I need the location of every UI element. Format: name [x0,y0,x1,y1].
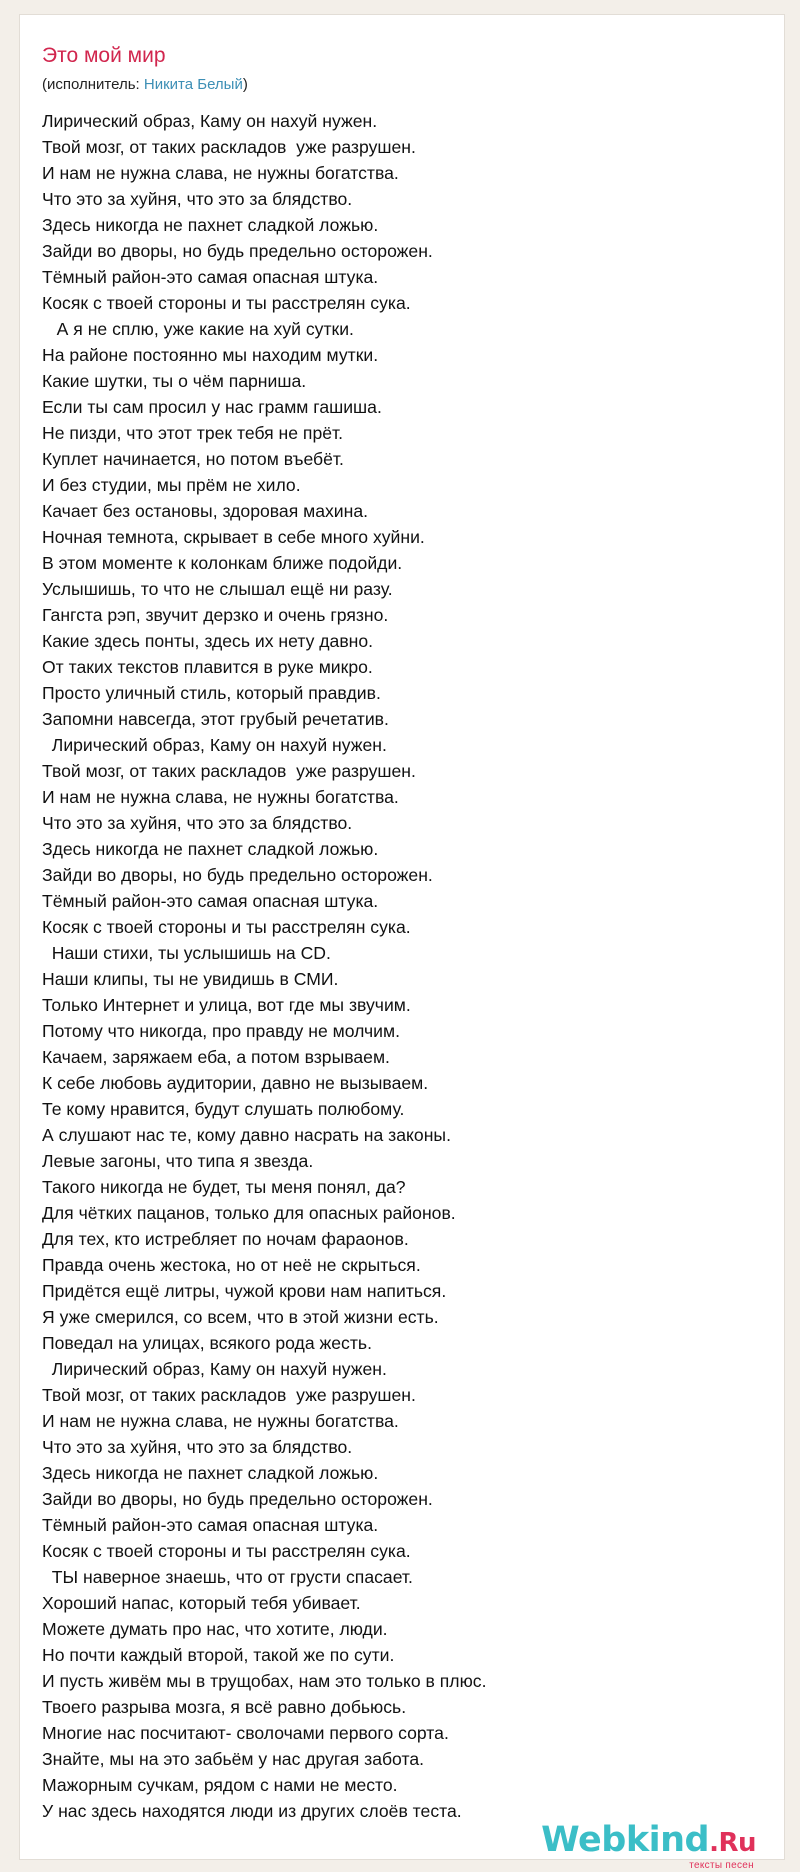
lyric-line: Правда очень жестока, но от неё не скрыться. [42,1255,421,1275]
lyric-line: От таких текстов плавится в руке микро. [42,657,373,677]
lyric-line: Для чётких пацанов, только для опасных районов. [42,1203,456,1223]
lyric-line: Куплет начинается, но потом въебёт. [42,449,344,469]
lyric-line: Если ты сам просил у нас грамм гашиша. [42,397,382,417]
lyric-line: Тёмный район-это самая опасная штука. [42,891,379,911]
lyrics-page [19,14,785,1871]
lyric-line: Зайди во дворы, но будь предельно осторожен. [42,1489,433,1509]
song-title: Это мой мир [42,44,166,67]
lyric-line: Многие нас посчитают- сволочами первого сорта. [42,1723,449,1743]
lyric-line: Те кому нравится, будут слушать полюбому. [42,1099,405,1119]
lyrics-text [42,108,486,1824]
lyric-line: Что это за хуйня, что это за блядство. [42,813,353,833]
lyric-line: Косяк с твоей стороны и ты расстрелян сука. [42,1541,411,1561]
logo-name: Webkind [541,1820,710,1860]
lyric-line: Качаем, заряжаем еба, а потом взрываем. [42,1047,390,1067]
lyric-line: В этом моменте к колонкам ближе подойди. [42,553,403,573]
lyric-line: Зайди во дворы, но будь предельно осторожен. [42,865,433,885]
lyric-line: Придётся ещё литры, чужой крови нам напиться. [42,1281,447,1301]
lyric-line: Что это за хуйня, что это за блядство. [42,1437,353,1457]
lyric-line: Здесь никогда не пахнет сладкой ложью. [42,1463,379,1483]
lyric-line: Лирический образ, Каму он нахуй нужен. [42,111,378,131]
lyric-line: Услышишь, то что не слышал ещё ни разу. [42,579,393,599]
lyric-line: Просто уличный стиль, который правдив. [42,683,381,703]
lyric-line: Ночная темнота, скрывает в себе много хуйни. [42,527,425,547]
artist-line [42,75,248,95]
lyric-line: Только Интернет и улица, вот где мы звучим. [42,995,411,1015]
lyric-line: К себе любовь аудитории, давно не вызываем. [42,1073,429,1093]
lyric-line: Поведал на улицах, всякого рода жесть. [42,1333,372,1353]
logo-wordmark [541,1821,756,1862]
lyric-line: И пусть живём мы в трущобах, нам это только в плюс. [42,1671,487,1691]
lyric-line: Наши стихи, ты услышишь на CD. [42,943,331,963]
lyric-line: Но почти каждый второй, такой же по сути. [42,1645,395,1665]
lyric-line: Мажорным сучкам, рядом с нами не место. [42,1775,398,1795]
lyric-line: Левые загоны, что типа я звезда. [42,1151,314,1171]
lyric-line: Зайди во дворы, но будь предельно осторожен. [42,241,433,261]
lyric-line: Я уже смерился, со всем, что в этой жизни есть. [42,1307,439,1327]
lyric-line: Твоего разрыва мозга, я всё равно добьюсь. [42,1697,407,1717]
lyric-line: И без студии, мы прём не хило. [42,475,301,495]
logo-tagline: тексты песен [689,1860,754,1871]
artist-suffix: ) [242,76,248,93]
webkind-logo[interactable] [541,1821,756,1872]
lyric-line: Лирический образ, Каму он нахуй нужен. [42,1359,387,1379]
lyric-line: Что это за хуйня, что это за блядство. [42,189,353,209]
lyric-line: Здесь никогда не пахнет сладкой ложью. [42,215,379,235]
lyric-line: Качает без остановы, здоровая махина. [42,501,369,521]
lyric-line: Запомни навсегда, этот грубый речетатив. [42,709,389,729]
lyric-line: Знайте, мы на это забьём у нас другая забота. [42,1749,424,1769]
lyric-line: И нам не нужна слава, не нужны богатства. [42,163,399,183]
artist-link[interactable]: Никита Белый [143,76,243,93]
lyric-line: Здесь никогда не пахнет сладкой ложью. [42,839,379,859]
lyric-line: Такого никогда не будет, ты меня понял, да? [42,1177,406,1197]
lyric-line: И нам не нужна слава, не нужны богатства. [42,1411,399,1431]
lyric-line: Гангста рэп, звучит дерзко и очень грязно. [42,605,389,625]
lyric-line: Какие шутки, ты о чём парниша. [42,371,307,391]
lyric-line: ТЫ наверное знаешь, что от грусти спасает. [42,1567,413,1587]
lyric-line: У нас здесь находятся люди из других слоёв теста. [42,1801,462,1821]
lyric-line: Твой мозг, от таких раскладов уже разрушен. [42,1385,416,1405]
lyric-line: Для тех, кто истребляет по ночам фараонов. [42,1229,409,1249]
lyric-line: А я не сплю, уже какие на хуй сутки. [42,319,354,339]
lyric-line: Какие здесь понты, здесь их нету давно. [42,631,374,651]
lyric-line: Не пизди, что этот трек тебя не прёт. [42,423,344,443]
artist-prefix: (исполнитель: [42,76,144,93]
lyric-line: Лирический образ, Каму он нахуй нужен. [42,735,387,755]
logo-domain: .Ru [709,1828,756,1858]
lyric-line: Можете думать про нас, что хотите, люди. [42,1619,388,1639]
lyric-line: И нам не нужна слава, не нужны богатства. [42,787,399,807]
lyric-line: Наши клипы, ты не увидишь в СМИ. [42,969,339,989]
lyric-line: Косяк с твоей стороны и ты расстрелян сука. [42,917,411,937]
lyric-line: Косяк с твоей стороны и ты расстрелян сука. [42,293,411,313]
lyric-line: Тёмный район-это самая опасная штука. [42,1515,379,1535]
lyric-line: А слушают нас те, кому давно насрать на законы. [42,1125,451,1145]
lyric-line: Хороший напас, который тебя убивает. [42,1593,361,1613]
lyric-line: Твой мозг, от таких раскладов уже разрушен. [42,137,416,157]
lyric-line: Тёмный район-это самая опасная штука. [42,267,379,287]
lyric-line: На районе постоянно мы находим мутки. [42,345,379,365]
lyric-line: Потому что никогда, про правду не молчим. [42,1021,400,1041]
lyric-line: Твой мозг, от таких раскладов уже разрушен. [42,761,416,781]
